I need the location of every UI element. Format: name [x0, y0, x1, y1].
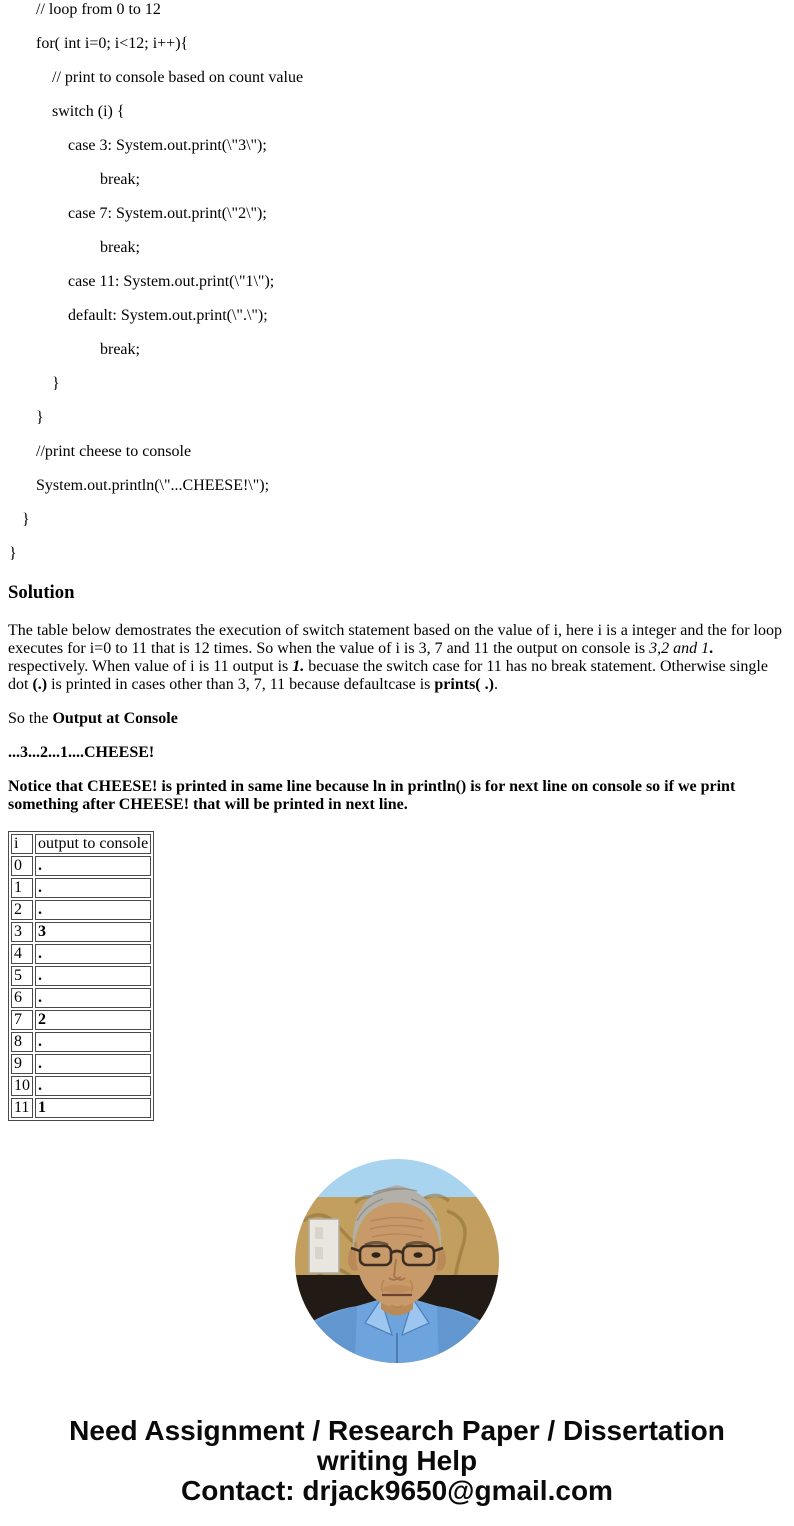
footer-line: writing Help: [316, 1445, 478, 1476]
text-run: 3,2 and 1: [649, 640, 710, 657]
wall-plate: [309, 1219, 339, 1273]
footer-banner: [8, 1416, 786, 1506]
cell-output: .: [35, 878, 151, 898]
text-run: So the: [8, 710, 53, 727]
text-run: is printed in cases other than 3, 7, 11 because defaultcase is: [47, 676, 435, 693]
table-row: [11, 966, 151, 986]
cell-i: 5: [11, 966, 33, 986]
table-row: [11, 922, 151, 942]
table-row: [11, 1010, 151, 1030]
console-intro-line: [8, 710, 786, 728]
text-run: prints( .): [434, 676, 494, 693]
cell-i: 7: [11, 1010, 33, 1030]
cell-output: 2: [35, 1010, 151, 1030]
code-line: }: [52, 375, 60, 392]
code-line: }: [22, 511, 30, 528]
document-page: [0, 1, 794, 1526]
table-row: [11, 856, 151, 876]
notice-paragraph: Notice that CHEESE! is printed in same line because ln in println() is for next line on console so if we print something after CHEESE! that will be printed in next line.: [8, 778, 736, 813]
code-line: default: System.out.print(\".\");: [68, 307, 268, 324]
cell-output: .: [35, 1054, 151, 1074]
cell-output: .: [35, 1076, 151, 1096]
cell-output: .: [35, 856, 151, 876]
cell-output: .: [35, 1032, 151, 1052]
cell-output: .: [35, 944, 151, 964]
text-run: respectively. When value of i is 11 output is: [8, 658, 293, 675]
code-line: break;: [100, 239, 140, 256]
text-run: 1.: [292, 658, 305, 675]
cell-i: 6: [11, 988, 33, 1008]
cell-output: .: [35, 966, 151, 986]
code-line: // print to console based on count value: [52, 69, 304, 86]
profile-photo-container: [8, 1159, 786, 1368]
cell-i: 1: [11, 878, 33, 898]
code-line: case 3: System.out.print(\"3\");: [68, 137, 267, 154]
cell-output: .: [35, 900, 151, 920]
cell-output: .: [35, 988, 151, 1008]
table-row: [11, 944, 151, 964]
code-line: switch (i) {: [52, 103, 125, 120]
cell-i: 2: [11, 900, 33, 920]
table-header-row: [11, 834, 151, 854]
console-output-line: ...3...2...1....CHEESE!: [8, 744, 155, 761]
cell-output: 3: [35, 922, 151, 942]
cell-i: 8: [11, 1032, 33, 1052]
header-cell-i: i: [11, 834, 33, 854]
code-line: case 7: System.out.print(\"2\");: [68, 205, 267, 222]
cell-i: 0: [11, 856, 33, 876]
table-row: [11, 1032, 151, 1052]
footer-line: Need Assignment / Research Paper / Dissertation: [69, 1415, 725, 1446]
code-line: break;: [100, 171, 140, 188]
code-line: }: [9, 545, 17, 562]
table-row: [11, 1054, 151, 1074]
text-run: becuase the switch case for 11 has no break statement. Otherwise single dot: [8, 658, 768, 693]
code-line: System.out.println(\"...CHEESE!\");: [36, 477, 270, 494]
cell-i: 10: [11, 1076, 33, 1096]
code-line: }: [36, 409, 44, 426]
output-table: [8, 831, 154, 1121]
table-row: [11, 1098, 151, 1118]
code-line: // loop from 0 to 12: [36, 1, 161, 18]
text-run: (.): [32, 676, 48, 693]
cell-output: 1: [35, 1098, 151, 1118]
text-run: The table below demostrates the execution of switch statement based on the value of i, here i is a integer and the for loop executes for i=0 to 11 that is 12 times. So when the value of i is 3, 7 and 11 the output on console is: [8, 622, 782, 657]
table-row: [11, 900, 151, 920]
cell-i: 11: [11, 1098, 33, 1118]
profile-photo: [295, 1159, 499, 1363]
code-line: for( int i=0; i<12; i++){: [36, 35, 189, 52]
code-line: //print cheese to console: [36, 443, 192, 460]
table-row: [11, 1076, 151, 1096]
code-line: break;: [100, 341, 140, 358]
code-line: case 11: System.out.print(\"1\");: [68, 273, 275, 290]
code-block: [8, 1, 786, 563]
solution-paragraph: [8, 622, 786, 694]
table-row: [11, 878, 151, 898]
table-row: [11, 988, 151, 1008]
solution-heading: Solution: [8, 582, 75, 603]
footer-line: Contact: drjack9650@gmail.com: [181, 1475, 613, 1506]
text-run: Output at Console: [52, 710, 178, 727]
header-cell-output: output to console: [35, 834, 151, 854]
cell-i: 3: [11, 922, 33, 942]
cell-i: 9: [11, 1054, 33, 1074]
cell-i: 4: [11, 944, 33, 964]
output-table-body: [11, 834, 151, 1118]
text-run: .: [709, 640, 714, 657]
text-run: .: [493, 676, 498, 693]
